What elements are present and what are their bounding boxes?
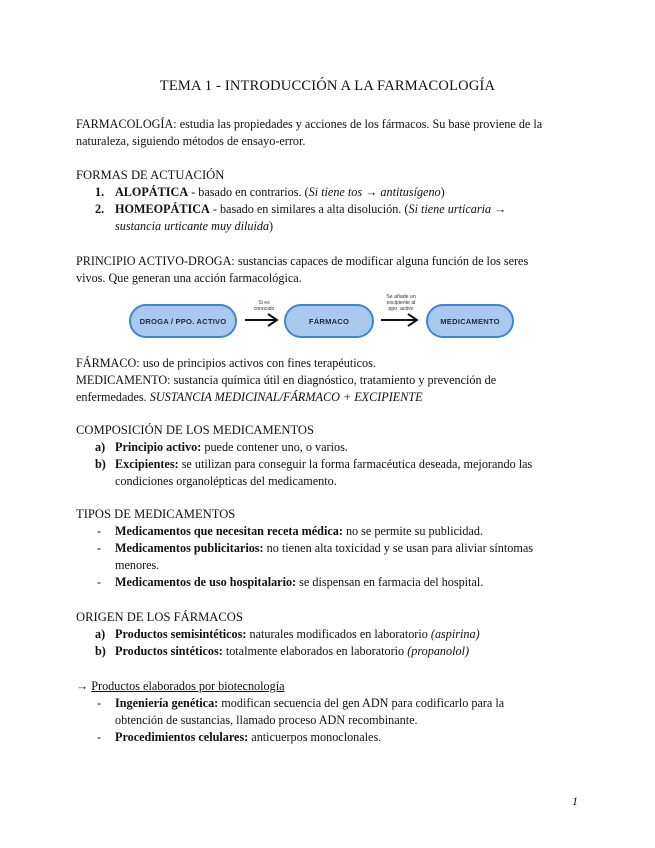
page-title: TEMA 1 - INTRODUCCIÓN A LA FARMACOLOGÍA bbox=[159, 78, 496, 94]
arrow1-label bbox=[244, 300, 284, 312]
node-droga: DROGA / PPO. ACTIVO bbox=[129, 304, 237, 338]
arrow2-label-line-2: excipiente al bbox=[386, 300, 416, 306]
arrow-right-icon bbox=[244, 313, 280, 327]
list-dash: - bbox=[97, 541, 102, 555]
arrow1-label-line-1: Si es bbox=[258, 300, 270, 306]
publicitarios-term: Medicamentos publicitarios: bbox=[115, 541, 264, 555]
origen-heading: ORIGEN DE LOS FÁRMACOS bbox=[76, 610, 243, 624]
receta-term: Medicamentos que necesitan receta médica: bbox=[115, 524, 343, 538]
tipos-item-publicitarios-cont bbox=[76, 557, 576, 574]
formas-section bbox=[76, 167, 576, 235]
excipientes-text-cont: condiciones organolépticas del medicamento. bbox=[115, 474, 337, 488]
principio-line-2: vivos. Que generan una acción farmacológica. bbox=[76, 271, 302, 285]
biotec-item-ingenieria-cont bbox=[76, 712, 576, 729]
origen-section bbox=[76, 609, 576, 660]
arrow1-label-line-2: conocido bbox=[253, 306, 275, 312]
celulares-text: anticuerpos monoclonales. bbox=[248, 730, 382, 744]
origen-item-a bbox=[76, 626, 576, 643]
sinteticos-example: (propanolol) bbox=[407, 644, 470, 658]
publicitarios-text-cont: menores. bbox=[115, 558, 160, 572]
medicamento-formula: SUSTANCIA MEDICINAL/FÁRMACO + EXCIPIENTE bbox=[149, 390, 423, 404]
sinteticos-text: totalmente elaborados en laboratorio bbox=[222, 644, 408, 658]
tipos-item-receta bbox=[76, 523, 576, 540]
tipos-item-publicitarios bbox=[76, 540, 576, 557]
alopatica-example: Si tiene tos → antitusígeno bbox=[308, 185, 441, 199]
alopatica-close: ) bbox=[440, 185, 445, 199]
ingenieria-text: modifican secuencia del gen ADN para codificarlo para la bbox=[218, 696, 505, 710]
receta-text: no se permite su publicidad. bbox=[342, 524, 484, 538]
node-medicamento: MEDICAMENTO bbox=[426, 304, 514, 338]
biotec-heading: Productos elaborados por biotecnología bbox=[91, 679, 285, 693]
formas-item-alopatica bbox=[76, 184, 576, 201]
composicion-item-b-cont bbox=[76, 473, 576, 490]
list-marker: 1. bbox=[95, 185, 105, 199]
principio-activo-text: puede contener uno, o varios. bbox=[201, 440, 348, 454]
alopatica-text: - basado en contrarios. ( bbox=[188, 185, 309, 199]
homeopatica-example: Si tiene urticaria → bbox=[408, 202, 507, 216]
medicamento-line-1: MEDICAMENTO: sustancia química útil en diagnóstico, tratamiento y prevención de bbox=[76, 373, 497, 387]
farmacologia-line-2: naturaleza, siguiendo métodos de ensayo-error. bbox=[76, 134, 306, 148]
list-marker: b) bbox=[95, 644, 106, 658]
farmacologia-line-1: FARMACOLOGÍA: estudia las propiedades y acciones de los fármacos. Su base proviene de la bbox=[76, 117, 543, 131]
arrow2-label-line-3: ppo. activo bbox=[388, 306, 414, 312]
semisinteticos-text: naturales modificados en laboratorio bbox=[246, 627, 431, 641]
biotec-heading-line bbox=[76, 678, 576, 695]
tipos-item-hospitalario bbox=[76, 574, 576, 591]
page-number: 1 bbox=[572, 794, 578, 808]
arrow-right-glyph: → bbox=[76, 679, 92, 693]
medicamento-line-2-text: enfermedades. bbox=[76, 390, 150, 404]
list-dash: - bbox=[97, 524, 102, 538]
list-dash: - bbox=[97, 575, 102, 589]
alopatica-term: ALOPÁTICA bbox=[115, 185, 189, 199]
tipos-section bbox=[76, 506, 576, 591]
list-marker: a) bbox=[95, 440, 106, 454]
arrow2-label-line-1: Se añade un bbox=[386, 294, 416, 300]
excipientes-term: Excipientes: bbox=[115, 457, 179, 471]
tipos-heading: TIPOS DE MEDICAMENTOS bbox=[76, 507, 236, 521]
hospitalario-text: se dispensan en farmacia del hospital. bbox=[296, 575, 484, 589]
composicion-section bbox=[76, 422, 576, 490]
sinteticos-term: Productos sintéticos: bbox=[115, 644, 223, 658]
ingenieria-text-cont: obtención de sustancias, llamado proceso ADN recombinante. bbox=[115, 713, 418, 727]
list-dash: - bbox=[97, 730, 102, 744]
formas-item-homeopatica bbox=[76, 201, 576, 218]
publicitarios-text: no tienen alta toxicidad y se usan para aliviar síntomas bbox=[263, 541, 534, 555]
biotec-item-celulares bbox=[76, 729, 576, 746]
homeopatica-close: ) bbox=[269, 219, 274, 233]
list-marker: 2. bbox=[95, 202, 105, 216]
farmaco-medicamento-definitions bbox=[76, 355, 576, 406]
composicion-item-a bbox=[76, 439, 576, 456]
origen-item-b bbox=[76, 643, 576, 660]
formas-item-homeopatica-cont bbox=[76, 218, 576, 235]
homeopatica-example-cont: sustancia urticante muy diluida bbox=[115, 219, 270, 233]
ingenieria-term: Ingeniería genética: bbox=[115, 696, 219, 710]
farmaco-definition: FÁRMACO: uso de principios activos con fines terapéuticos. bbox=[76, 356, 376, 370]
medicamento-line-2 bbox=[76, 389, 576, 406]
node-farmaco: FÁRMACO bbox=[284, 304, 374, 338]
hospitalario-term: Medicamentos de uso hospitalario: bbox=[115, 575, 297, 589]
homeopatica-text: - basado en similares a alta disolución. ( bbox=[209, 202, 409, 216]
list-marker: b) bbox=[95, 457, 106, 471]
celulares-term: Procedimientos celulares: bbox=[115, 730, 249, 744]
excipientes-text: se utilizan para conseguir la forma farmacéutica deseada, mejorando las bbox=[178, 457, 533, 471]
arrow-right-icon bbox=[380, 313, 420, 327]
principio-definition bbox=[76, 253, 576, 287]
farmacologia-definition bbox=[76, 116, 576, 150]
composicion-item-b bbox=[76, 456, 576, 473]
principio-activo-term: Principio activo: bbox=[115, 440, 202, 454]
semisinteticos-example: (aspirina) bbox=[430, 627, 480, 641]
principio-line-1: PRINCIPIO ACTIVO-DROGA: sustancias capaces de modificar alguna función de los seres bbox=[76, 254, 529, 268]
homeopatica-term: HOMEOPÁTICA bbox=[115, 202, 210, 216]
semisinteticos-term: Productos semisintéticos: bbox=[115, 627, 247, 641]
list-dash: - bbox=[97, 696, 102, 710]
biotec-section bbox=[76, 678, 576, 746]
formas-heading: FORMAS DE ACTUACIÓN bbox=[76, 168, 225, 182]
arrow2-label bbox=[378, 294, 424, 312]
list-marker: a) bbox=[95, 627, 106, 641]
biotec-item-ingenieria bbox=[76, 695, 576, 712]
composicion-heading: COMPOSICIÓN DE LOS MEDICAMENTOS bbox=[76, 423, 315, 437]
